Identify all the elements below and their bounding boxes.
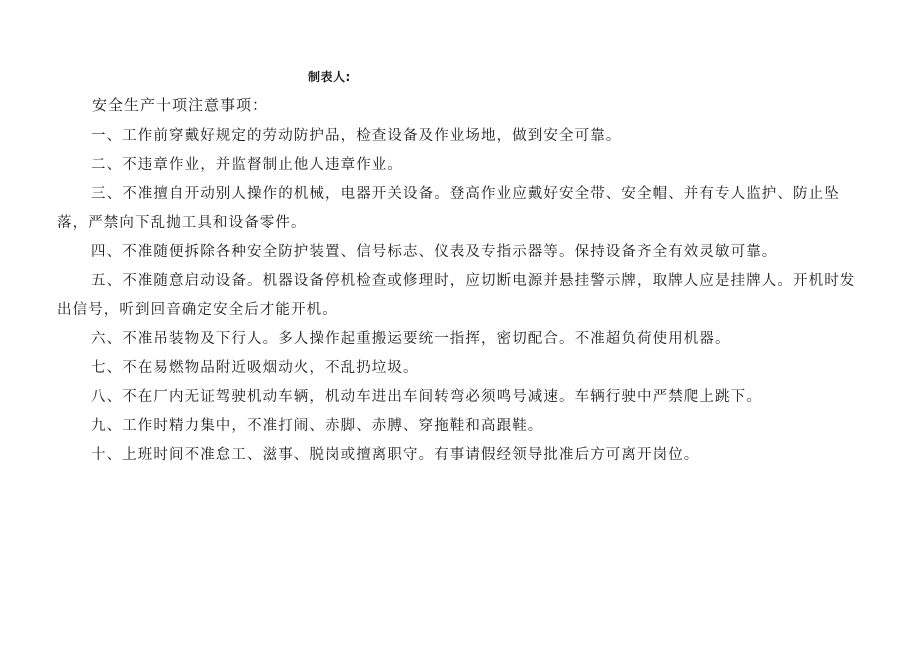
rule-item: 一、工作前穿戴好规定的劳动防护品，检查设备及作业场地，做到安全可靠。	[91, 128, 622, 144]
rule-item: 三、不准擅自开动别人操作的机械，电器开关设备。登高作业应戴好安全带、安全帽、并有专人监护、防止坠落，严禁向下乱抛工具和设备零件。	[57, 186, 840, 231]
rule-item: 二、不违章作业，并监督制止他人违章作业。	[91, 157, 403, 173]
rule-item: 四、不准随便拆除各种安全防护装置、信号标志、仪表及专指示器等。保持设备齐全有效灵敏可靠。	[91, 244, 778, 260]
rule-item: 八、不在厂内无证驾驶机动车辆，机动车进出车间转弯必须鸣号减速。车辆行驶中严禁爬上跳下。	[91, 389, 762, 405]
rule-item: 六、不准吊装物及下行人。多人操作起重搬运要统一指挥，密切配合。不准超负荷使用机器。	[91, 331, 731, 347]
rule-item: 七、不在易燃物品附近吸烟动火，不乱扔垃圾。	[91, 360, 419, 376]
rule-item: 十、上班时间不准怠工、滋事、脱岗或擅离职守。有事请假经领导批准后方可离开岗位。	[91, 447, 700, 463]
rule-item: 五、不准随意启动设备。机器设备停机检查或修理时，应切断电源并悬挂警示牌，取牌人应是挂牌人。开机时发出信号，听到回音确定安全后才能开机。	[57, 273, 856, 318]
rule-item: 九、工作时精力集中，不准打闹、赤脚、赤膊、穿拖鞋和高跟鞋。	[91, 418, 544, 434]
preparer-label: 制表人:	[308, 70, 351, 84]
safety-rules-list	[57, 122, 869, 470]
section-title: 安全生产十项注意事项：	[92, 96, 269, 114]
